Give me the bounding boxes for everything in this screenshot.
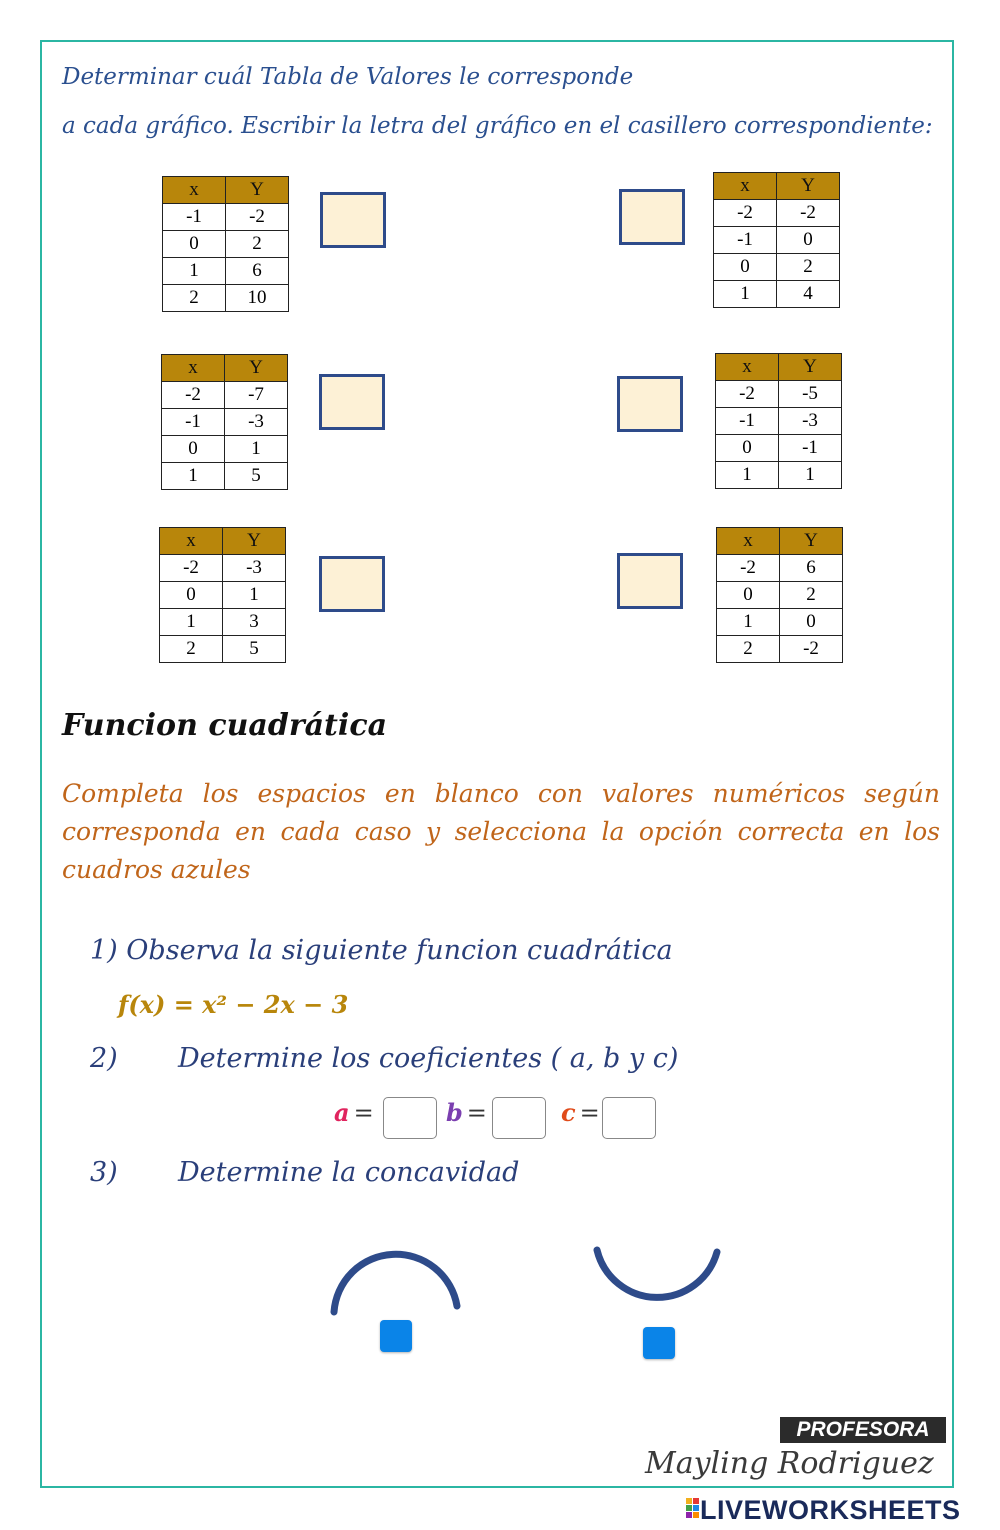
coef-a-label [334, 1098, 374, 1127]
answer-box-5[interactable] [319, 556, 385, 612]
table-row [160, 555, 286, 582]
cell-y: -2 [780, 636, 843, 663]
table-header-x: x [716, 354, 779, 381]
concave-up-icon [585, 1240, 730, 1325]
table-row [163, 231, 289, 258]
coef-c-letter: c [561, 1098, 576, 1127]
cell-x: 0 [162, 436, 225, 463]
concave-down-checkbox[interactable] [380, 1320, 412, 1352]
cell-y: 6 [780, 555, 843, 582]
instruction-line-2: a cada gráfico. Escribir la letra del gráfico en el casillero correspondiente: [62, 113, 933, 139]
cell-x: 0 [160, 582, 223, 609]
table-row [714, 254, 840, 281]
values-table-5 [159, 527, 286, 663]
table-row [162, 409, 288, 436]
coef-a-letter: a [334, 1098, 350, 1127]
cell-y: 1 [225, 436, 288, 463]
table-header-y: Y [223, 528, 286, 555]
table-header-y: Y [780, 528, 843, 555]
cell-y: 0 [777, 227, 840, 254]
cell-y: -2 [777, 200, 840, 227]
cell-y: 2 [780, 582, 843, 609]
answer-box-1[interactable] [320, 192, 386, 248]
table-row [717, 582, 843, 609]
table-header-x: x [162, 355, 225, 382]
equals-sign: = [466, 1099, 487, 1127]
signature-name: Mayling Rodriguez [645, 1446, 934, 1481]
table-row [714, 200, 840, 227]
table-row [162, 463, 288, 490]
table-row [163, 204, 289, 231]
table-row [716, 435, 842, 462]
coef-b-label [446, 1098, 487, 1127]
cell-y: -3 [223, 555, 286, 582]
coef-b-letter: b [446, 1098, 463, 1127]
cell-x: -2 [162, 382, 225, 409]
coef-a-input[interactable] [383, 1097, 437, 1139]
equals-sign: = [353, 1099, 374, 1127]
concave-up-checkbox[interactable] [643, 1327, 675, 1359]
table-row [162, 382, 288, 409]
cell-x: 0 [714, 254, 777, 281]
answer-box-6[interactable] [617, 553, 683, 609]
table-row [717, 636, 843, 663]
answer-box-2[interactable] [619, 189, 685, 245]
cell-y: -3 [225, 409, 288, 436]
table-header-y: Y [226, 177, 289, 204]
section-instructions: Completa los espacios en blanco con valores numéricos según corresponda en cada caso y selecciona la opción correcta en los cuadros azules [62, 779, 940, 884]
cell-x: -1 [163, 204, 226, 231]
cell-x: 1 [716, 462, 779, 489]
equals-sign: = [579, 1099, 600, 1127]
table-header-x: x [714, 173, 777, 200]
table-header-y: Y [779, 354, 842, 381]
table-row [716, 462, 842, 489]
table-row [714, 281, 840, 308]
cell-x: 2 [160, 636, 223, 663]
answer-box-3[interactable] [319, 374, 385, 430]
cell-y: -1 [779, 435, 842, 462]
cell-y: 2 [226, 231, 289, 258]
instruction-line-1: Determinar cuál Tabla de Valores le corresponde [62, 64, 634, 90]
coef-c-label [561, 1098, 600, 1127]
cell-y: 3 [223, 609, 286, 636]
values-table-4 [715, 353, 842, 489]
cell-y: 4 [777, 281, 840, 308]
cell-y: -3 [779, 408, 842, 435]
values-table-3 [161, 354, 288, 490]
cell-x: 0 [163, 231, 226, 258]
cell-y: 0 [780, 609, 843, 636]
cell-x: 0 [716, 435, 779, 462]
cell-x: 0 [717, 582, 780, 609]
step-2-number: 2) [90, 1043, 118, 1074]
cell-x: -1 [162, 409, 225, 436]
cell-x: 1 [160, 609, 223, 636]
cell-x: 2 [717, 636, 780, 663]
cell-x: 2 [163, 285, 226, 312]
cell-x: 1 [714, 281, 777, 308]
step-2-text: Determine los coeficientes ( a, b y c) [178, 1043, 679, 1074]
table-row [717, 609, 843, 636]
table-row [160, 609, 286, 636]
table-header-x: x [163, 177, 226, 204]
cell-x: 1 [162, 463, 225, 490]
cell-x: 1 [717, 609, 780, 636]
step-3-number: 3) [90, 1157, 118, 1188]
coef-c-input[interactable] [602, 1097, 656, 1139]
coef-b-input[interactable] [492, 1097, 546, 1139]
table-header-y: Y [225, 355, 288, 382]
cell-y: 10 [226, 285, 289, 312]
table-row [717, 555, 843, 582]
function-formula: f(x) = x² − 2x − 3 [118, 990, 349, 1019]
cell-x: -2 [714, 200, 777, 227]
table-row [716, 381, 842, 408]
cell-y: -2 [226, 204, 289, 231]
cell-x: -2 [717, 555, 780, 582]
table-row [163, 258, 289, 285]
table-header-x: x [160, 528, 223, 555]
cell-y: 1 [779, 462, 842, 489]
cell-x: -1 [714, 227, 777, 254]
answer-box-4[interactable] [617, 376, 683, 432]
table-row [160, 636, 286, 663]
table-row [163, 285, 289, 312]
cell-x: -1 [716, 408, 779, 435]
step-1-text: 1) Observa la siguiente funcion cuadrática [90, 935, 673, 966]
cell-x: -2 [716, 381, 779, 408]
cell-y: 1 [223, 582, 286, 609]
cell-x: -2 [160, 555, 223, 582]
cell-y: 5 [223, 636, 286, 663]
values-table-2 [713, 172, 840, 308]
profesora-badge: PROFESORA [780, 1417, 946, 1443]
table-row [160, 582, 286, 609]
cell-y: 5 [225, 463, 288, 490]
cell-x: 1 [163, 258, 226, 285]
concave-down-icon [320, 1230, 470, 1320]
table-row [716, 408, 842, 435]
table-row [162, 436, 288, 463]
step-3-text: Determine la concavidad [178, 1157, 520, 1188]
values-table-6 [716, 527, 843, 663]
cell-y: 6 [226, 258, 289, 285]
liveworksheets-brand: LIVEWORKSHEETS [700, 1495, 961, 1525]
cell-y: -7 [225, 382, 288, 409]
liveworksheets-logo-icon [686, 1498, 700, 1524]
table-header-y: Y [777, 173, 840, 200]
cell-y: 2 [777, 254, 840, 281]
section-title: Funcion cuadrática [62, 708, 388, 743]
table-row [714, 227, 840, 254]
table-header-x: x [717, 528, 780, 555]
cell-y: -5 [779, 381, 842, 408]
values-table-1 [162, 176, 289, 312]
